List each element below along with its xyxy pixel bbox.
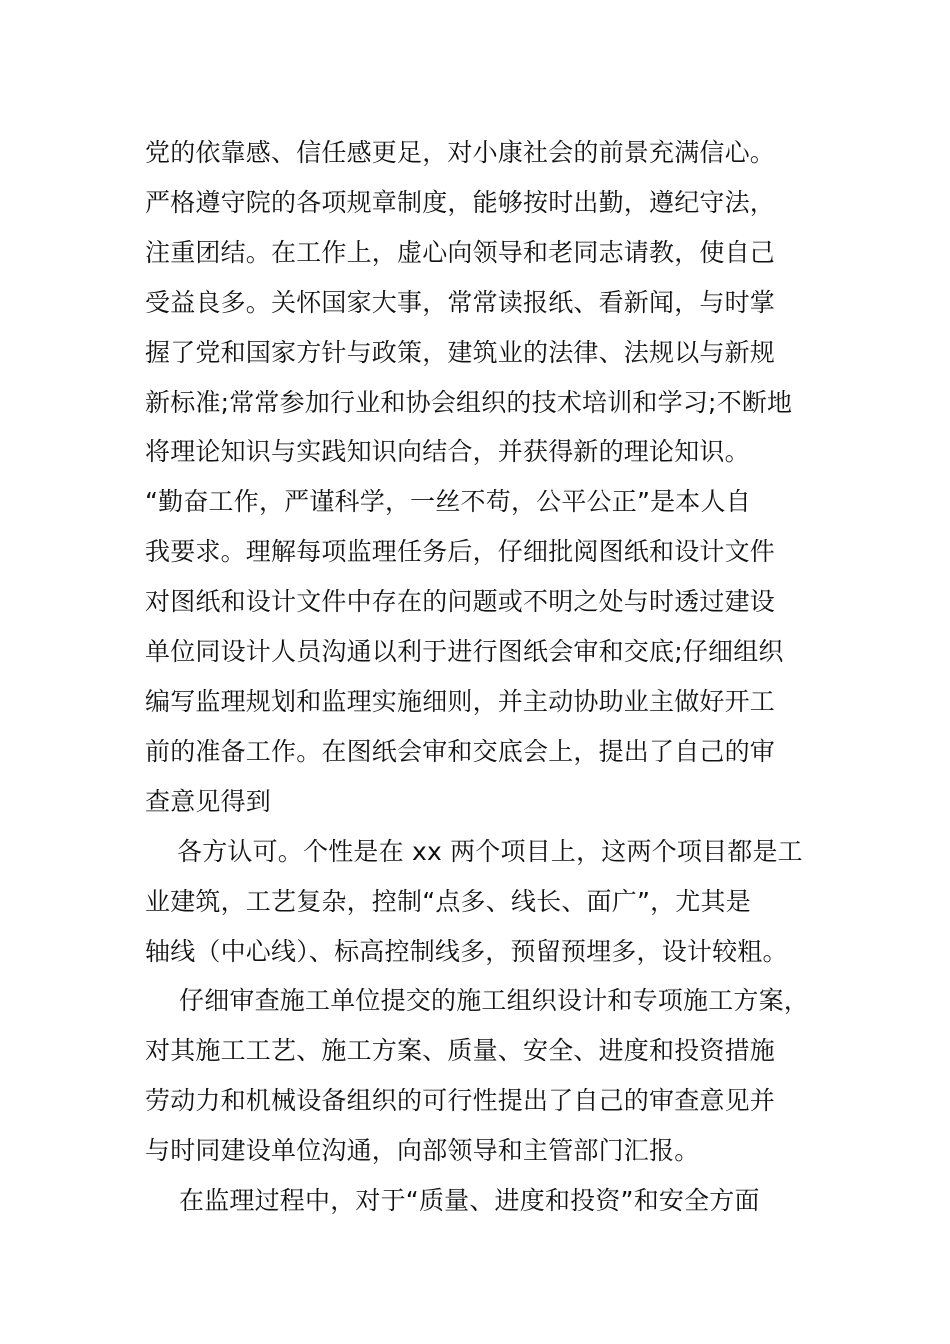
- paragraph-start-line: 仔细审查施工单位提交的施工组织设计和专项施工方案，: [179, 986, 810, 1016]
- text-line: “勤奋工作，严谨科学，一丝不苟，公平公正”是本人自: [145, 487, 751, 517]
- text-line: 党的依靠感、信任感更足，对小康社会的前景充满信心。: [145, 138, 776, 167]
- text-line: 将理论知识与实践知识向结合，并获得新的理论知识。: [145, 437, 750, 467]
- text-line: 与时同建设单位沟通，向部领导和主管部门汇报。: [145, 1136, 700, 1166]
- text-line: 握了党和国家方针与政策，建筑业的法律、法规以与新规: [145, 337, 776, 367]
- text-line: 新标准;常常参加行业和协会组织的技术培训和学习;不断地: [145, 387, 793, 417]
- document-body: [145, 128, 815, 1226]
- paragraph-start-line: 各方认可。个性是在 xx 两个项目上，这两个项目都是工: [177, 836, 803, 866]
- text-line: 单位同设计人员沟通以利于进行图纸会审和交底;仔细组织: [145, 637, 784, 667]
- text-line: 前的准备工作。在图纸会审和交底会上，提出了自己的审: [145, 736, 776, 766]
- text-line: 我要求。理解每项监理任务后，仔细批阅图纸和设计文件: [145, 537, 776, 567]
- text-line: 轴线（中心线）、标高控制线多，预留预埋多，设计较粗。: [145, 936, 788, 966]
- text-line: 编写监理规划和监理实施细则，并主动协助业主做好开工: [145, 686, 776, 716]
- text-line: 注重团结。在工作上，虚心向领导和老同志请教，使自己: [145, 237, 776, 267]
- text-line: 对其施工工艺、施工方案、质量、安全、进度和投资措施: [145, 1036, 776, 1066]
- paragraph-start-line: 在监理过程中，对于“质量、进度和投资”和安全方面: [179, 1186, 760, 1216]
- text-line: 劳动力和机械设备组织的可行性提出了自己的审查意见并: [145, 1086, 776, 1116]
- text-line: 受益良多。关怀国家大事，常常读报纸、看新闻，与时掌: [145, 287, 776, 317]
- text-line: 业建筑，工艺复杂，控制“点多、线长、面广”，尤其是: [145, 886, 751, 916]
- text-line: 严格遵守院的各项规章制度，能够按时出勤，遵纪守法，: [145, 187, 776, 217]
- text-line: 查意见得到: [145, 786, 272, 816]
- text-line: 对图纸和设计文件中存在的问题或不明之处与时透过建设: [145, 587, 776, 617]
